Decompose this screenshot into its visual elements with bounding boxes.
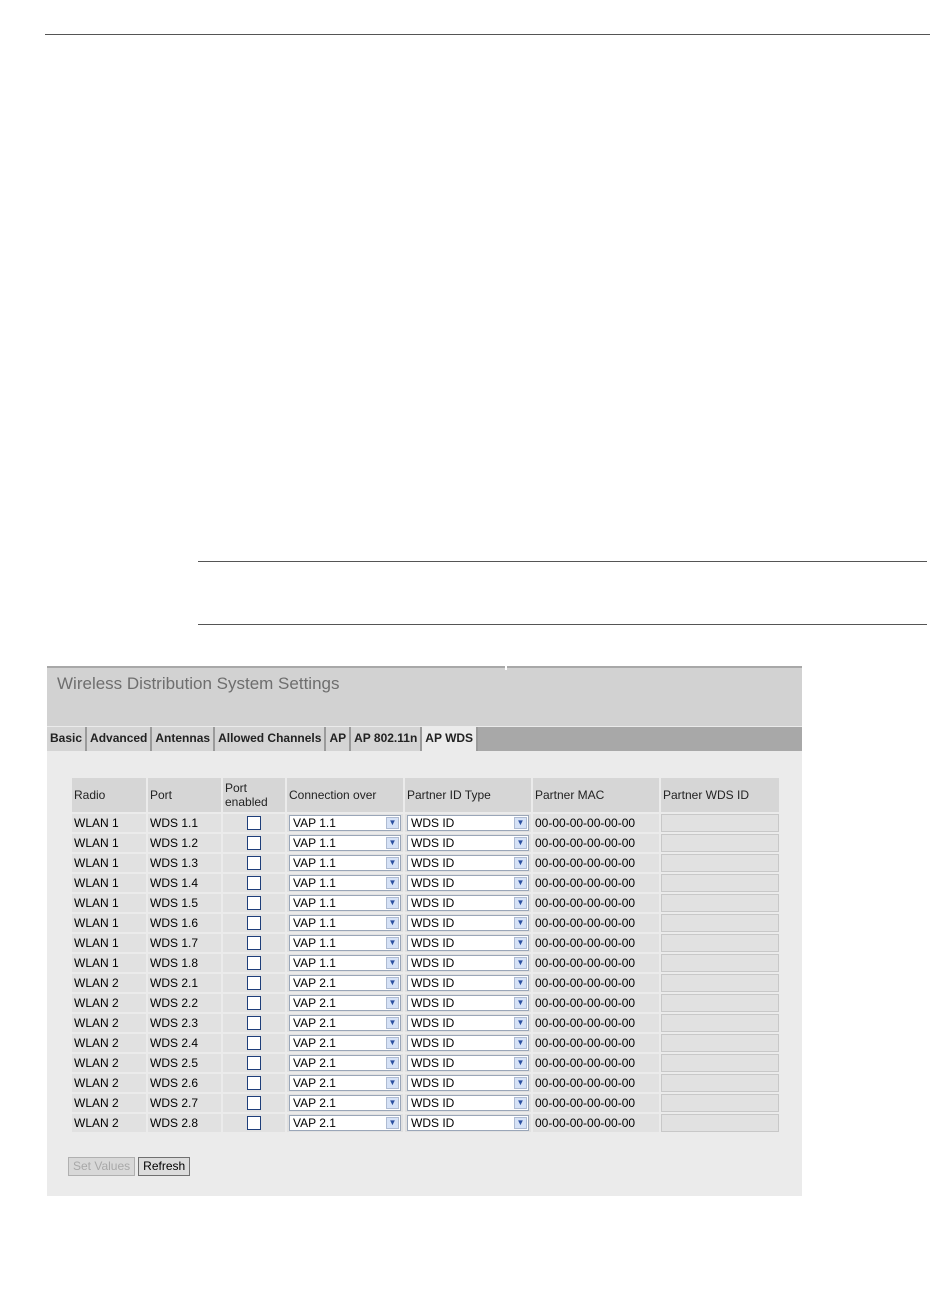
- port-enabled-cell: [223, 1034, 285, 1052]
- tab-ap-802-11n[interactable]: AP 802.11n: [351, 727, 422, 751]
- connection-over-select[interactable]: [289, 1115, 401, 1131]
- chevron-down-icon[interactable]: ▼: [386, 1037, 399, 1049]
- partner-wds-id-field[interactable]: [661, 954, 779, 972]
- chevron-down-icon[interactable]: ▼: [514, 917, 527, 929]
- radio-cell: WLAN 2: [72, 1054, 146, 1072]
- partner-id-type-value: WDS ID: [411, 1096, 455, 1110]
- partner-mac-field[interactable]: 00-00-00-00-00-00: [533, 974, 659, 992]
- connection-over-select[interactable]: [289, 1035, 401, 1051]
- chevron-down-icon[interactable]: ▼: [386, 1017, 399, 1029]
- page-title: Wireless Distribution System Settings: [57, 674, 340, 693]
- partner-id-type-select[interactable]: [407, 1035, 529, 1051]
- button-row: [68, 1157, 190, 1176]
- port-cell: WDS 2.8: [148, 1114, 221, 1132]
- radio-cell: WLAN 2: [72, 1114, 146, 1132]
- connection-over-value: VAP 1.1: [293, 936, 336, 950]
- partner-mac-field[interactable]: 00-00-00-00-00-00: [533, 994, 659, 1012]
- port-enabled-checkbox[interactable]: [247, 896, 261, 910]
- partner-wds-id-field[interactable]: [661, 1114, 779, 1132]
- partner-mac-field[interactable]: 00-00-00-00-00-00: [533, 1074, 659, 1092]
- partner-id-type-cell: [405, 854, 531, 872]
- partner-mac-field[interactable]: 00-00-00-00-00-00: [533, 854, 659, 872]
- partner-mac-field[interactable]: 00-00-00-00-00-00: [533, 954, 659, 972]
- radio-cell: WLAN 2: [72, 1014, 146, 1032]
- chevron-down-icon[interactable]: ▼: [514, 937, 527, 949]
- note-rule-bottom: [198, 624, 927, 625]
- table-row: [72, 954, 779, 972]
- partner-id-type-value: WDS ID: [411, 956, 455, 970]
- col-header-connection-over: Connection over: [287, 778, 403, 812]
- partner-id-type-select[interactable]: [407, 835, 529, 851]
- port-enabled-cell: [223, 1074, 285, 1092]
- port-enabled-checkbox[interactable]: [247, 836, 261, 850]
- port-enabled-cell: [223, 954, 285, 972]
- chevron-down-icon[interactable]: ▼: [386, 1077, 399, 1089]
- chevron-down-icon[interactable]: ▼: [514, 997, 527, 1009]
- wds-settings-panel: [47, 666, 802, 1196]
- connection-over-cell: [287, 1034, 403, 1052]
- port-cell: WDS 1.6: [148, 914, 221, 932]
- port-enabled-checkbox[interactable]: [247, 876, 261, 890]
- table-row: [72, 814, 779, 832]
- connection-over-cell: [287, 834, 403, 852]
- table-row: [72, 974, 779, 992]
- radio-cell: WLAN 1: [72, 874, 146, 892]
- connection-over-cell: [287, 1114, 403, 1132]
- chevron-down-icon[interactable]: ▼: [514, 877, 527, 889]
- connection-over-value: VAP 1.1: [293, 876, 336, 890]
- partner-id-type-value: WDS ID: [411, 936, 455, 950]
- chevron-down-icon[interactable]: ▼: [514, 1077, 527, 1089]
- port-cell: WDS 1.2: [148, 834, 221, 852]
- connection-over-value: VAP 2.1: [293, 996, 336, 1010]
- connection-over-select[interactable]: [289, 915, 401, 931]
- partner-id-type-select[interactable]: [407, 935, 529, 951]
- partner-id-type-select[interactable]: [407, 975, 529, 991]
- partner-id-type-select[interactable]: [407, 1095, 529, 1111]
- port-enabled-checkbox[interactable]: [247, 1056, 261, 1070]
- partner-id-type-value: WDS ID: [411, 836, 455, 850]
- port-enabled-cell: [223, 894, 285, 912]
- port-cell: WDS 2.3: [148, 1014, 221, 1032]
- partner-mac-field[interactable]: 00-00-00-00-00-00: [533, 914, 659, 932]
- table-header-row: [72, 778, 779, 812]
- connection-over-value: VAP 2.1: [293, 1116, 336, 1130]
- partner-id-type-cell: [405, 834, 531, 852]
- col-header-partner-mac: Partner MAC: [533, 778, 659, 812]
- partner-id-type-value: WDS ID: [411, 916, 455, 930]
- partner-id-type-cell: [405, 1014, 531, 1032]
- radio-cell: WLAN 2: [72, 974, 146, 992]
- connection-over-value: VAP 1.1: [293, 896, 336, 910]
- port-enabled-cell: [223, 814, 285, 832]
- connection-over-cell: [287, 894, 403, 912]
- connection-over-cell: [287, 814, 403, 832]
- partner-id-type-cell: [405, 994, 531, 1012]
- panel-header: [47, 666, 802, 726]
- partner-mac-field[interactable]: 00-00-00-00-00-00: [533, 814, 659, 832]
- port-enabled-cell: [223, 854, 285, 872]
- partner-id-type-value: WDS ID: [411, 1056, 455, 1070]
- wds-table: [70, 776, 781, 1134]
- connection-over-cell: [287, 974, 403, 992]
- chevron-down-icon[interactable]: ▼: [514, 957, 527, 969]
- table-row: [72, 874, 779, 892]
- partner-id-type-select[interactable]: [407, 1075, 529, 1091]
- chevron-down-icon[interactable]: ▼: [386, 877, 399, 889]
- partner-id-type-select[interactable]: [407, 955, 529, 971]
- port-enabled-checkbox[interactable]: [247, 1076, 261, 1090]
- connection-over-cell: [287, 954, 403, 972]
- refresh-button[interactable]: Refresh: [138, 1157, 190, 1176]
- chevron-down-icon[interactable]: ▼: [514, 1017, 527, 1029]
- table-row: [72, 894, 779, 912]
- chevron-down-icon[interactable]: ▼: [514, 897, 527, 909]
- port-enabled-cell: [223, 994, 285, 1012]
- chevron-down-icon[interactable]: ▼: [386, 1097, 399, 1109]
- connection-over-select[interactable]: [289, 875, 401, 891]
- partner-id-type-select[interactable]: [407, 875, 529, 891]
- port-enabled-cell: [223, 874, 285, 892]
- partner-wds-id-field[interactable]: [661, 914, 779, 932]
- partner-mac-field[interactable]: 00-00-00-00-00-00: [533, 1054, 659, 1072]
- connection-over-cell: [287, 1014, 403, 1032]
- partner-id-type-cell: [405, 954, 531, 972]
- connection-over-cell: [287, 1094, 403, 1112]
- connection-over-select[interactable]: [289, 1095, 401, 1111]
- partner-id-type-select[interactable]: [407, 1055, 529, 1071]
- radio-cell: WLAN 2: [72, 1074, 146, 1092]
- connection-over-select[interactable]: [289, 935, 401, 951]
- partner-wds-id-field[interactable]: [661, 994, 779, 1012]
- port-enabled-checkbox[interactable]: [247, 976, 261, 990]
- partner-id-type-value: WDS ID: [411, 1076, 455, 1090]
- partner-id-type-select[interactable]: [407, 915, 529, 931]
- partner-mac-field[interactable]: 00-00-00-00-00-00: [533, 874, 659, 892]
- table-row: [72, 1114, 779, 1132]
- partner-id-type-value: WDS ID: [411, 976, 455, 990]
- radio-cell: WLAN 1: [72, 834, 146, 852]
- partner-id-type-cell: [405, 874, 531, 892]
- port-cell: WDS 2.4: [148, 1034, 221, 1052]
- tab-ap[interactable]: AP: [326, 727, 351, 751]
- table-row: [72, 934, 779, 952]
- partner-wds-id-field[interactable]: [661, 1034, 779, 1052]
- chevron-down-icon[interactable]: ▼: [386, 997, 399, 1009]
- set-values-button[interactable]: Set Values: [68, 1157, 135, 1176]
- partner-id-type-select[interactable]: [407, 1015, 529, 1031]
- port-enabled-cell: [223, 1014, 285, 1032]
- port-cell: WDS 2.7: [148, 1094, 221, 1112]
- port-enabled-cell: [223, 1114, 285, 1132]
- chevron-down-icon[interactable]: ▼: [386, 917, 399, 929]
- radio-cell: WLAN 1: [72, 954, 146, 972]
- port-enabled-checkbox[interactable]: [247, 1096, 261, 1110]
- partner-id-type-cell: [405, 814, 531, 832]
- port-enabled-checkbox[interactable]: [247, 956, 261, 970]
- col-header-partner-wds-id: Partner WDS ID: [661, 778, 779, 812]
- partner-id-type-select[interactable]: [407, 855, 529, 871]
- partner-wds-id-field[interactable]: [661, 1054, 779, 1072]
- connection-over-value: VAP 2.1: [293, 1056, 336, 1070]
- partner-mac-field[interactable]: 00-00-00-00-00-00: [533, 1094, 659, 1112]
- port-cell: WDS 2.2: [148, 994, 221, 1012]
- port-cell: WDS 1.5: [148, 894, 221, 912]
- partner-id-type-value: WDS ID: [411, 896, 455, 910]
- table-row: [72, 994, 779, 1012]
- chevron-down-icon[interactable]: ▼: [386, 1117, 399, 1129]
- partner-id-type-value: WDS ID: [411, 876, 455, 890]
- connection-over-select[interactable]: [289, 835, 401, 851]
- partner-id-type-value: WDS ID: [411, 856, 455, 870]
- tab-advanced[interactable]: Advanced: [87, 727, 152, 751]
- partner-id-type-value: WDS ID: [411, 1116, 455, 1130]
- chevron-down-icon[interactable]: ▼: [386, 837, 399, 849]
- chevron-down-icon[interactable]: ▼: [514, 857, 527, 869]
- connection-over-select[interactable]: [289, 855, 401, 871]
- partner-wds-id-field[interactable]: [661, 1094, 779, 1112]
- connection-over-value: VAP 1.1: [293, 836, 336, 850]
- port-enabled-checkbox[interactable]: [247, 816, 261, 830]
- port-enabled-checkbox[interactable]: [247, 996, 261, 1010]
- radio-cell: WLAN 2: [72, 1094, 146, 1112]
- port-cell: WDS 1.8: [148, 954, 221, 972]
- connection-over-value: VAP 1.1: [293, 856, 336, 870]
- partner-id-type-select[interactable]: [407, 995, 529, 1011]
- port-enabled-cell: [223, 934, 285, 952]
- table-row: [72, 914, 779, 932]
- partner-wds-id-field[interactable]: [661, 934, 779, 952]
- tab-basic[interactable]: Basic: [47, 727, 87, 751]
- chevron-down-icon[interactable]: ▼: [514, 817, 527, 829]
- col-header-port-enabled: Port enabled: [223, 778, 285, 812]
- tab-ap-wds[interactable]: AP WDS: [422, 727, 478, 751]
- radio-cell: WLAN 1: [72, 894, 146, 912]
- port-cell: WDS 1.7: [148, 934, 221, 952]
- port-cell: WDS 1.3: [148, 854, 221, 872]
- partner-mac-field[interactable]: 00-00-00-00-00-00: [533, 1014, 659, 1032]
- partner-wds-id-field[interactable]: [661, 1074, 779, 1092]
- connection-over-value: VAP 1.1: [293, 816, 336, 830]
- radio-cell: WLAN 1: [72, 914, 146, 932]
- port-enabled-checkbox[interactable]: [247, 856, 261, 870]
- partner-id-type-cell: [405, 894, 531, 912]
- radio-cell: WLAN 2: [72, 1034, 146, 1052]
- chevron-down-icon[interactable]: ▼: [514, 1057, 527, 1069]
- chevron-down-icon[interactable]: ▼: [514, 837, 527, 849]
- port-cell: WDS 1.4: [148, 874, 221, 892]
- connection-over-value: VAP 2.1: [293, 1076, 336, 1090]
- partner-wds-id-field[interactable]: [661, 874, 779, 892]
- partner-id-type-value: WDS ID: [411, 1036, 455, 1050]
- connection-over-cell: [287, 874, 403, 892]
- port-enabled-checkbox[interactable]: [247, 916, 261, 930]
- connection-over-cell: [287, 934, 403, 952]
- partner-id-type-value: WDS ID: [411, 816, 455, 830]
- partner-id-type-cell: [405, 974, 531, 992]
- connection-over-value: VAP 2.1: [293, 1016, 336, 1030]
- partner-wds-id-field[interactable]: [661, 894, 779, 912]
- table-row: [72, 1094, 779, 1112]
- partner-id-type-value: WDS ID: [411, 996, 455, 1010]
- chevron-down-icon[interactable]: ▼: [514, 977, 527, 989]
- port-enabled-checkbox[interactable]: [247, 1016, 261, 1030]
- chevron-down-icon[interactable]: ▼: [386, 857, 399, 869]
- radio-cell: WLAN 1: [72, 814, 146, 832]
- connection-over-cell: [287, 1054, 403, 1072]
- connection-over-cell: [287, 914, 403, 932]
- chevron-down-icon[interactable]: ▼: [386, 937, 399, 949]
- col-header-partner-id-type: Partner ID Type: [405, 778, 531, 812]
- connection-over-select[interactable]: [289, 1055, 401, 1071]
- partner-id-type-cell: [405, 1094, 531, 1112]
- table-row: [72, 1034, 779, 1052]
- connection-over-select[interactable]: [289, 975, 401, 991]
- tab-antennas[interactable]: Antennas: [152, 727, 215, 751]
- radio-cell: WLAN 2: [72, 994, 146, 1012]
- chevron-down-icon[interactable]: ▼: [386, 897, 399, 909]
- table-row: [72, 1074, 779, 1092]
- partner-id-type-cell: [405, 1114, 531, 1132]
- note-rule-top: [198, 561, 927, 562]
- chevron-down-icon[interactable]: ▼: [514, 1117, 527, 1129]
- col-header-radio: Radio: [72, 778, 146, 812]
- chevron-down-icon[interactable]: ▼: [386, 957, 399, 969]
- connection-over-select[interactable]: [289, 955, 401, 971]
- chevron-down-icon[interactable]: ▼: [386, 977, 399, 989]
- partner-wds-id-field[interactable]: [661, 1014, 779, 1032]
- partner-id-type-value: WDS ID: [411, 1016, 455, 1030]
- port-enabled-cell: [223, 834, 285, 852]
- partner-wds-id-field[interactable]: [661, 854, 779, 872]
- top-rule: [45, 34, 930, 35]
- table-row: [72, 834, 779, 852]
- chevron-down-icon[interactable]: ▼: [514, 1097, 527, 1109]
- table-row: [72, 1054, 779, 1072]
- partner-mac-field[interactable]: 00-00-00-00-00-00: [533, 1114, 659, 1132]
- partner-mac-field[interactable]: 00-00-00-00-00-00: [533, 1034, 659, 1052]
- chevron-down-icon[interactable]: ▼: [386, 817, 399, 829]
- port-enabled-cell: [223, 974, 285, 992]
- partner-mac-field[interactable]: 00-00-00-00-00-00: [533, 934, 659, 952]
- connection-over-value: VAP 2.1: [293, 1036, 336, 1050]
- connection-over-select[interactable]: [289, 1015, 401, 1031]
- connection-over-select[interactable]: [289, 1075, 401, 1091]
- connection-over-cell: [287, 854, 403, 872]
- connection-over-value: VAP 2.1: [293, 1096, 336, 1110]
- partner-id-type-select[interactable]: [407, 815, 529, 831]
- connection-over-value: VAP 1.1: [293, 916, 336, 930]
- connection-over-select[interactable]: [289, 815, 401, 831]
- partner-mac-field[interactable]: 00-00-00-00-00-00: [533, 834, 659, 852]
- chevron-down-icon[interactable]: ▼: [514, 1037, 527, 1049]
- radio-cell: WLAN 1: [72, 854, 146, 872]
- col-header-port: Port: [148, 778, 221, 812]
- port-enabled-checkbox[interactable]: [247, 936, 261, 950]
- connection-over-select[interactable]: [289, 895, 401, 911]
- port-enabled-cell: [223, 914, 285, 932]
- partner-wds-id-field[interactable]: [661, 974, 779, 992]
- radio-cell: WLAN 1: [72, 934, 146, 952]
- partner-id-type-cell: [405, 1034, 531, 1052]
- partner-id-type-cell: [405, 934, 531, 952]
- port-cell: WDS 2.6: [148, 1074, 221, 1092]
- partner-id-type-select[interactable]: [407, 1115, 529, 1131]
- table-row: [72, 1014, 779, 1032]
- port-cell: WDS 2.5: [148, 1054, 221, 1072]
- connection-over-select[interactable]: [289, 995, 401, 1011]
- partner-id-type-cell: [405, 1054, 531, 1072]
- partner-wds-id-field[interactable]: [661, 834, 779, 852]
- partner-id-type-cell: [405, 1074, 531, 1092]
- table-row: [72, 854, 779, 872]
- connection-over-cell: [287, 994, 403, 1012]
- partner-id-type-cell: [405, 914, 531, 932]
- tab-bar: [47, 727, 802, 751]
- connection-over-value: VAP 2.1: [293, 976, 336, 990]
- port-enabled-checkbox[interactable]: [247, 1036, 261, 1050]
- partner-id-type-select[interactable]: [407, 895, 529, 911]
- connection-over-cell: [287, 1074, 403, 1092]
- port-enabled-cell: [223, 1054, 285, 1072]
- tab-allowed-channels[interactable]: Allowed Channels: [215, 727, 326, 751]
- partner-mac-field[interactable]: 00-00-00-00-00-00: [533, 894, 659, 912]
- port-enabled-cell: [223, 1094, 285, 1112]
- port-cell: WDS 2.1: [148, 974, 221, 992]
- port-enabled-checkbox[interactable]: [247, 1116, 261, 1130]
- chevron-down-icon[interactable]: ▼: [386, 1057, 399, 1069]
- partner-wds-id-field[interactable]: [661, 814, 779, 832]
- port-cell: WDS 1.1: [148, 814, 221, 832]
- connection-over-value: VAP 1.1: [293, 956, 336, 970]
